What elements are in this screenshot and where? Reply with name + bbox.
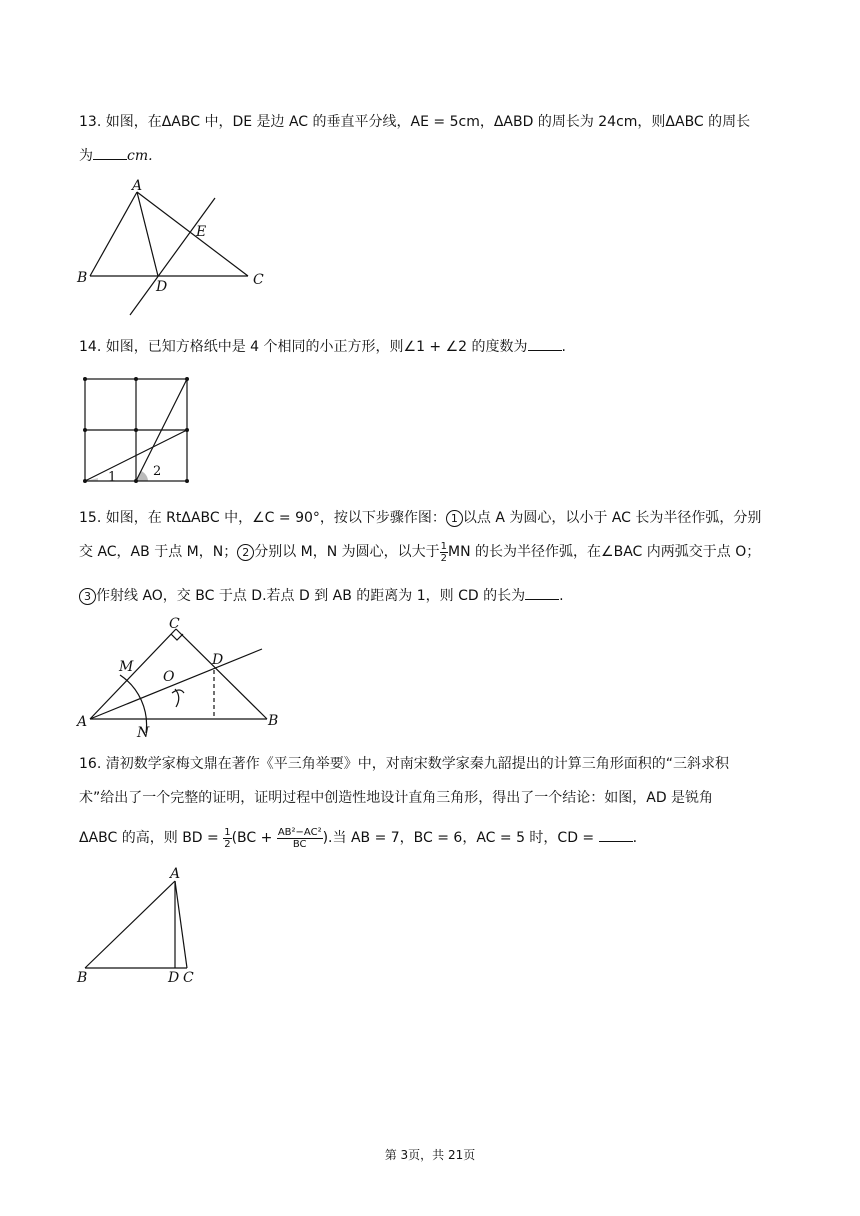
q15-fraction-half (440, 541, 448, 564)
q16-label-B: B (77, 970, 88, 986)
q15-label-B: B (268, 713, 279, 729)
q13-line1: 13. 如图，在ΔABC 中，DE 是边 AC 的垂直平分线，AE = 5cm，ΔABD 的周长为 24cm，则ΔABC 的周长 (79, 114, 751, 130)
q15-step-3-marker: 3 (79, 588, 96, 605)
q13-line2-prefix: 为 (79, 148, 93, 164)
question-16 (79, 752, 799, 862)
q15-line1-rest: 以点 A 为圆心，以小于 AC 长为半径作弧，分别 (462, 510, 762, 526)
q15-step-1-marker: 1 (446, 510, 463, 527)
q16-line2: 术”给出了一个完整的证明，证明过程中创造性地设计直角三角形，得出了一个结论：如图，AD 是锐角 (79, 790, 714, 806)
q14-figure (80, 375, 195, 487)
q16-line1: 16. 清初数学家梅文鼎在著作《平三角举要》中，对南宋数学家秦九韶提出的计算三角形面积的“三斜求积 (79, 756, 729, 772)
q15-line2-b: 分别以 M，N 为圆心，以大于 (254, 544, 440, 560)
q16-figure (72, 862, 212, 992)
q16-big-num: AB²−AC² (277, 826, 322, 838)
q15-line2 (79, 540, 760, 564)
q14-answer-blank (528, 336, 562, 351)
q14-text: 14. 如图，已知方格纸中是 4 个相同的小正方形，则∠1 + ∠2 的度数为 (79, 339, 528, 355)
q16-label-D: D (168, 970, 180, 986)
q13-label-E: E (196, 224, 207, 240)
q16-line3 (79, 826, 637, 850)
q16-answer-blank (599, 827, 633, 842)
page-footer: 第 3页，共 21页 (384, 1148, 476, 1162)
q13-unit: cm. (127, 148, 153, 164)
q15-label-D: D (212, 652, 224, 668)
q16-line3-a: ΔABC 的高，则 BD = (79, 830, 219, 846)
q15-answer-blank (525, 585, 559, 600)
q15-line3-text: 作射线 AO，交 BC 于点 D.若点 D 到 AB 的距离为 1，则 CD 的长为 (96, 588, 526, 604)
q16-line3-b: ).当 AB = 7，BC = 6，AC = 5 时，CD = (322, 830, 595, 846)
q16-label-A: A (170, 866, 181, 882)
q14-text-end: . (561, 339, 566, 355)
q15-label-C: C (169, 616, 180, 632)
q15-label-M: M (119, 659, 134, 675)
question-14 (79, 335, 799, 359)
q16-half-num: 1 (224, 826, 231, 838)
q15-step-2-marker: 2 (237, 544, 254, 561)
q13-label-A: A (132, 178, 143, 194)
q16-line3-end: . (632, 830, 638, 846)
q16-paren-open: (BC + (231, 830, 273, 846)
q15-frac-den: 2 (440, 552, 448, 564)
q14-line (79, 335, 566, 359)
q15-line2-c: MN 的长为半径作弧，在∠BAC 内两弧交于点 O； (448, 544, 761, 560)
q13-label-B: B (77, 270, 88, 286)
question-13 (79, 110, 799, 164)
q13-label-D: D (156, 279, 168, 295)
q16-fraction-main (277, 827, 323, 850)
q13-answer-blank (93, 145, 127, 160)
q16-fraction-half (223, 827, 231, 850)
q16-big-den: BC (292, 838, 307, 850)
q13-figure (70, 178, 280, 320)
q14-angle-1-label: 1 (108, 470, 117, 485)
q15-label-N: N (137, 725, 150, 740)
q14-angle-2-label: 2 (153, 464, 162, 479)
q15-line3-end: . (559, 588, 564, 604)
q15-frac-num: 1 (440, 540, 448, 552)
q15-line1 (79, 506, 761, 530)
q16-half-den: 2 (224, 838, 231, 850)
q13-label-C: C (253, 272, 264, 288)
question-15 (79, 506, 799, 606)
q15-line2-a: 交 AC，AB 于点 M，N； (79, 544, 238, 560)
q15-line1-text: 15. 如图，在 RtΔABC 中，∠C = 90°，按以下步骤作图： (79, 510, 446, 526)
q13-line2 (79, 144, 153, 168)
q16-label-C: C (183, 970, 194, 986)
q15-line3 (79, 584, 564, 608)
q15-figure (72, 615, 292, 740)
q15-label-A: A (77, 714, 88, 730)
q15-label-O: O (163, 669, 175, 685)
